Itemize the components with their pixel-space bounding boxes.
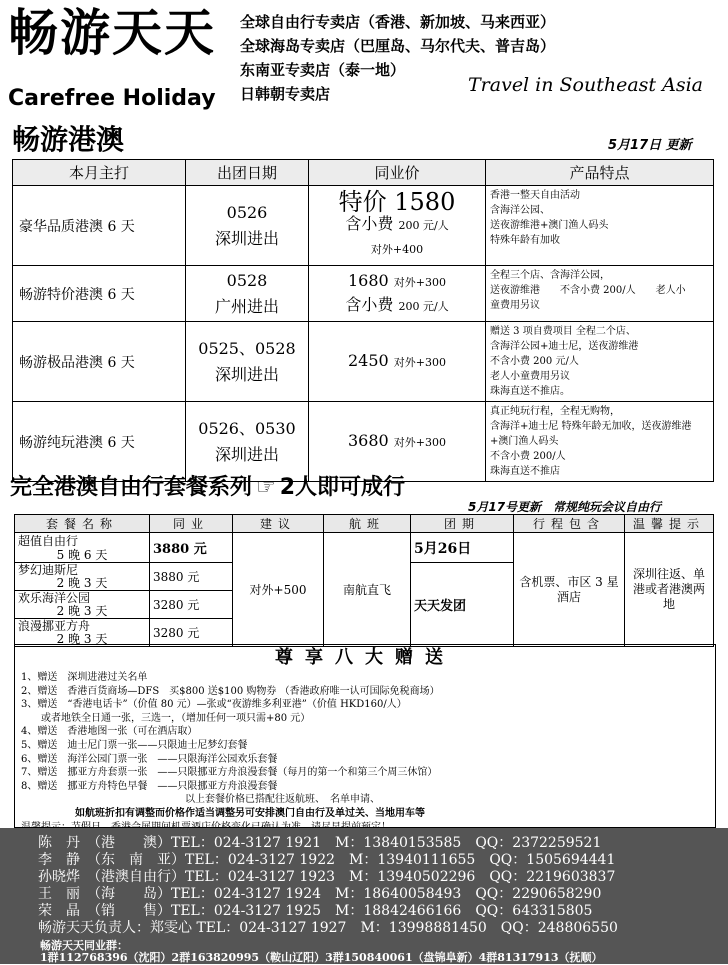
groups-title: 畅游天天同业群： [40, 939, 128, 952]
package-price: 3880 元 [150, 563, 233, 591]
shop-item: 日韩朝专卖店 [240, 85, 331, 103]
col-header: 温馨提示 [625, 515, 714, 533]
shop-item: 全球海岛专卖店（巴厘岛、马尔代夫、普吉岛） [240, 37, 556, 55]
col-header: 行程包含 [514, 515, 625, 533]
package-table [14, 514, 714, 647]
contacts-panel [0, 828, 728, 964]
contact-row: 王 丽 （海 岛）TEL：024-3127 1924 M：18640058493 QQ：2290658290 [38, 886, 602, 902]
gifts-title: 尊享八大赠送 [275, 647, 455, 668]
contact-row: 李 静 （东 南 亚）TEL：024-3127 1922 M：13940111655 QQ：1505694441 [38, 852, 616, 868]
gift-line: 2、赠送 香港百货商场—DFS 买$800 送$100 购物券 （香港政府唯一认可国际免税商场） [21, 685, 440, 697]
gift-note: 以上套餐价格已搭配往返航班、 名单申请、 [185, 794, 380, 806]
col-header: 同业 [150, 515, 233, 533]
package-price: 3280 元 [150, 619, 233, 647]
features-cell: 真正纯玩行程，全程无购物， 含海洋+迪士尼 特殊年龄无加收，送夜游维港 +澳门渔人码头 不含小费 200/人 珠海直送不推店 [486, 402, 714, 482]
gifts-box [14, 644, 716, 828]
features-cell: 赠送 3 项自费项目 全程二个店、 含海洋公园+迪士尼，送夜游维港 不含小费 200 元/人 老人小童费用另议 珠海直送不推店。 [486, 322, 714, 402]
price-cell: 3680 对外+300 [309, 402, 486, 482]
contact-row: 荣 晶 （销 售）TEL：024-3127 1925 M：18842466166 QQ：643315805 [38, 903, 593, 919]
table-row [13, 322, 714, 402]
gift-line: 7、赠送 挪亚方舟套票一张 ——只限挪亚方舟浪漫套餐（每月的第一个和第三个周三休馆） [21, 767, 438, 779]
col-header: 团期 [411, 515, 514, 533]
features-cell: 香港一整天自由活动 含海洋公园、 送夜游维港+澳门渔人码头 特殊年龄有加收 [486, 186, 714, 266]
groups-list: 1群112768396（沈阳）2群163820995（鞍山辽阳）3群150840061（盘锦阜新）4群81317913（抚顺） [40, 951, 603, 964]
gift-line: 1、赠送 深圳进港过关名单 [21, 672, 148, 683]
gift-note: 如航班折扣有调整而价格作适当调整另可安排澳门自由行及单过关、当地用车等 [75, 807, 425, 819]
includes: 含机票、市区 3 星酒店 [514, 533, 625, 647]
gift-line: 4、赠送 香港地图一张（可在酒店取） [21, 726, 198, 738]
suggest-price: 对外+500 [233, 533, 324, 647]
gift-line: 8、赠送 挪亚方舟特色早餐 ——只限挪亚方舟浪漫套餐 [21, 780, 278, 792]
gift-line: 6、赠送 海洋公园门票一张 ——只限海洋公园欢乐套餐 [21, 753, 278, 765]
update-date: 5月17日 更新 [608, 138, 692, 153]
contact-row: 陈 丹 （港 澳）TEL：024-3127 1921 M：13840153585 QQ：2372259521 [38, 835, 602, 851]
price-cell: 特价 1580 含小费 200 元/人 对外+400 [309, 186, 486, 266]
product-name: 畅游特价港澳 6 天 [13, 266, 186, 322]
gift-line: 3、赠送 “香港电话卡”（价值 80 元）—张或“夜游维多利亚港”（价值 HKD160/人） [21, 699, 407, 711]
col-header: 本月主打 [13, 160, 186, 186]
features-cell: 全程三个店、含海洋公园， 送夜游维港 不含小费 200/人 老人小 童费用另议 [486, 266, 714, 322]
tips: 深圳往返、单港或者港澳两地 [625, 533, 714, 647]
section-title: 畅游港澳 [12, 123, 125, 156]
col-header: 出团日期 [186, 160, 309, 186]
pointing-hand-icon: ☞ [256, 475, 276, 500]
shop-item: 全球自由行专卖店（香港、新加坡、马来西亚） [240, 13, 556, 31]
gift-line: 或者地铁全日通一张，三选一，（增加任何一项只需+80 元） [21, 712, 311, 724]
package-price: 3280 元 [150, 591, 233, 619]
col-header: 套餐名称 [15, 515, 150, 533]
tour-date: 5月26日 [411, 533, 514, 563]
hk-macau-tour-table [12, 159, 714, 482]
col-header: 产品特点 [486, 160, 714, 186]
departure-cell: 0526、0530 深圳进出 [186, 402, 309, 482]
package-name: 欢乐海洋公园 2 晚 3 天 [15, 591, 150, 619]
col-header: 同业价 [309, 160, 486, 186]
departure-cell: 0526 深圳进出 [186, 186, 309, 266]
departure-cell: 0525、0528 深圳进出 [186, 322, 309, 402]
tagline: Travel in Southeast Asia [468, 74, 703, 96]
contact-row: 畅游天天负责人：郑雯心 TEL：024-3127 1927 M：13998881450 QQ：248806550 [38, 920, 618, 936]
logo-english: Carefree Holiday [8, 86, 216, 111]
tour-type: 天天发团 [411, 563, 514, 647]
departure-cell: 0528 广州进出 [186, 266, 309, 322]
price-cell: 2450 对外+300 [309, 322, 486, 402]
table-row [13, 266, 714, 322]
table-row [13, 186, 714, 266]
contact-row: 孙晓烨 （港澳自由行）TEL：024-3127 1923 M：13940502296 QQ：2219603837 [38, 869, 616, 885]
price-cell: 1680 对外+300 含小费 200 元/人 [309, 266, 486, 322]
shop-item: 东南亚专卖店（泰一地） [240, 61, 406, 79]
flight: 南航直飞 [324, 533, 411, 647]
logo-chinese: 畅游天天 [8, 4, 216, 62]
package-name: 超值自由行 5 晚 6 天 [15, 533, 150, 563]
col-header: 建议 [233, 515, 324, 533]
package-update: 5月17号更新 常规纯玩会议自由行 [468, 500, 662, 514]
product-name: 豪华品质港澳 6 天 [13, 186, 186, 266]
product-name: 畅游极品港澳 6 天 [13, 322, 186, 402]
package-name: 浪漫挪亚方舟 2 晚 3 天 [15, 619, 150, 647]
package-banner: 完全港澳自由行套餐系列 ☞ 2人即可成行 [10, 475, 406, 500]
col-header: 航班 [324, 515, 411, 533]
package-name: 梦幻迪斯尼 2 晚 3 天 [15, 563, 150, 591]
table-row [15, 533, 714, 563]
gift-line: 5、赠送 迪士尼门票一张——只限迪士尼梦幻套餐 [21, 739, 248, 751]
package-price: 3880 元 [150, 533, 233, 563]
product-name: 畅游纯玩港澳 6 天 [13, 402, 186, 482]
